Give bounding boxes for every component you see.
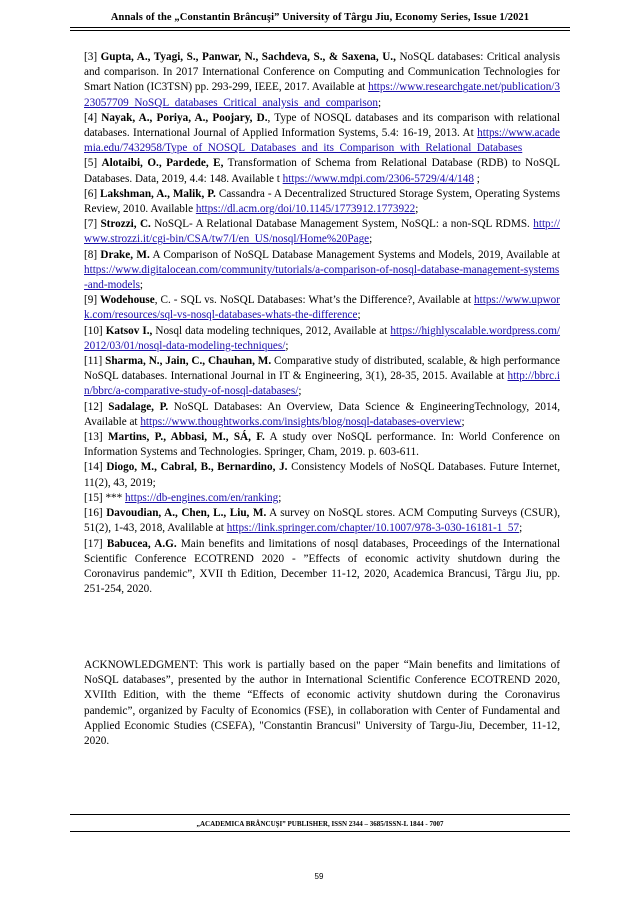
reference-item xyxy=(84,400,560,430)
reference-text: *** xyxy=(105,491,126,504)
reference-number: [11] xyxy=(84,355,103,368)
reference-item xyxy=(84,156,560,186)
reference-suffix: ; xyxy=(461,415,465,428)
reference-authors: Sharma, N., Jain, C., Chauhan, M. xyxy=(105,355,272,368)
reference-authors: Diogo, M., Cabral, B., Bernardino, J. xyxy=(106,461,288,474)
reference-number: [7] xyxy=(84,218,98,231)
reference-link[interactable]: https://www.mdpi.com/2306-5729/4/4/148 xyxy=(282,172,474,185)
reference-suffix: ; xyxy=(285,339,289,352)
reference-link[interactable]: https://highlyscalable.wordpress.com/2012/03/01/nosql-data-modeling-techniques/ xyxy=(84,324,561,352)
reference-number: [17] xyxy=(84,537,103,550)
reference-link[interactable]: https://link.springer.com/chapter/10.1007/978-3-030-16181-1_57 xyxy=(226,522,520,535)
journal-header: Annals of the „Constantin Brâncuşi” University of Târgu Jiu, Economy Series, Issue 1/2021 xyxy=(110,12,530,23)
reference-text: Consistency Models of NoSQL Databases. Future Internet, 11(2), 43, 2019; xyxy=(84,461,561,489)
reference-number: [9] xyxy=(84,294,98,307)
reference-link[interactable]: http://bbrc.in/bbrc/a-comparative-study-of-nosql-databases/ xyxy=(84,370,560,398)
reference-authors: Katsov I., xyxy=(105,324,153,337)
reference-item xyxy=(84,217,560,247)
reference-suffix: ; xyxy=(357,309,361,322)
reference-item xyxy=(84,111,560,157)
reference-text: , C. - SQL vs. NoSQL Databases: What’s the Difference?, Available at xyxy=(154,294,475,307)
reference-suffix: ; xyxy=(139,279,144,292)
reference-text: NoSQL databases: Critical analysis and comparison. In 2017 International Conference on Computing and Communication Technologies for Smart Nation (IC3TSN) pp. 293-299, IEEE, 2017. Available at xyxy=(84,51,561,94)
reference-link[interactable]: https://www.upwork.com/resources/sql-vs-nosql-databases-whats-the-difference xyxy=(84,294,560,322)
reference-link[interactable]: https://www.academia.edu/7432958/Type_of_NOSQL_Databases_and_its_Comparison_with_Relational_Databases xyxy=(84,127,560,155)
reference-suffix: ; xyxy=(473,172,480,185)
reference-number: [13] xyxy=(84,431,103,444)
reference-link[interactable]: https://www.digitalocean.com/community/tutorials/a-comparison-of-nosql-database-management-systems-and-models xyxy=(84,263,560,292)
reference-link[interactable]: https://db-engines.com/en/ranking xyxy=(125,491,279,504)
reference-authors: Alotaibi, O., Pardede, E, xyxy=(101,157,224,170)
publisher-footer: „ACADEMICA BRÂNCUŞI” PUBLISHER, ISSN 2344 – 3685/ISSN-L 1844 - 7007 xyxy=(196,820,444,828)
reference-item xyxy=(84,293,560,323)
reference-text: A survey on NoSQL stores. ACM Computing Surveys (CSUR), 51(2), 1-43, 2018, Avalilable at xyxy=(84,507,561,535)
header-rule-top xyxy=(70,27,570,28)
page-number: 59 xyxy=(314,872,324,881)
reference-link[interactable]: https://dl.acm.org/doi/10.1145/1773912.1773922 xyxy=(195,203,416,216)
reference-text: Main benefits and limitations of nosql databases, Proceedings of the International Scientific Conference ECOTREND 2020 - ”Effects of economic activity shutdown during the Coronavirus pandemic”, XVII th Edition, December 11-12, 2020, Academica Brancusi, Târgu Jiu, pp. 251-254, 2020. xyxy=(84,537,561,596)
references-list xyxy=(84,50,560,597)
reference-authors: Lakshman, A., Malik, P. xyxy=(100,187,216,200)
footer-rule-bottom xyxy=(70,831,570,832)
reference-number: [5] xyxy=(84,157,98,170)
reference-authors: Martins, P., Abbasi, M., SÁ, F. xyxy=(107,431,265,444)
reference-item xyxy=(84,506,560,536)
reference-authors: Nayak, A., Poriya, A., Poojary, D. xyxy=(101,111,268,124)
reference-text: Nosql data modeling techniques, 2012, Available at xyxy=(152,324,391,337)
reference-number: [6] xyxy=(84,187,98,200)
reference-authors: Babucea, A.G. xyxy=(106,537,177,550)
reference-item xyxy=(84,491,560,506)
reference-number: [3] xyxy=(84,51,98,63)
acknowledgment: ACKNOWLEDGMENT: This work is partially based on the paper “Main benefits and limitations of NoSQL databases”, presented by the author in International Scientific Conference ECOTREND 2020, XVIIth Edition, with the theme “Effects of economic activity shutdown during the Coronavirus pandemic”, organized by Faculty of Economics (FSE), in collaboration with Center of Fundamental and Applied Economic Studies (CSEFA), "Constantin Brancusi" University of Targu-Jiu, December, 11-12, 2020. xyxy=(84,659,560,748)
reference-number: [4] xyxy=(84,111,98,124)
reference-authors: Davoudian, A., Chen, L., Liu, M. xyxy=(106,507,267,520)
reference-text: Cassandra - A Decentralized Structured Storage System, Operating Systems Review, 2010. Available xyxy=(84,187,560,216)
reference-authors: Wodehouse xyxy=(100,294,155,307)
reference-link[interactable]: https://www.thoughtworks.com/insights/blog/nosql-databases-overview xyxy=(140,415,462,428)
reference-item xyxy=(84,187,560,217)
reference-text: , Type of NOSQL databases and its comparison with relational databases. International Journal of Applied Information Systems, 5.4: 16-19, 2013. At xyxy=(84,111,561,140)
reference-text: A Comparison of NoSQL Database Management Systems and Models, 2019, Available at xyxy=(149,248,560,261)
reference-suffix: ; xyxy=(278,491,282,504)
reference-text: Transformation of Schema from Relational Database (RDB) to NoSQL Databases. Data, 2019, 4.4: 148. Available t xyxy=(84,157,560,185)
reference-item xyxy=(84,248,560,294)
header-rule-bottom xyxy=(70,30,570,31)
reference-authors: Strozzi, C. xyxy=(100,218,151,231)
reference-number: [15] xyxy=(84,491,103,504)
reference-authors: Gupta, A., Tyagi, S., Panwar, N., Sachdeva, S., & Saxena, U., xyxy=(100,51,396,63)
reference-text: Comparative study of distributed, scalable, & high performance NoSQL databases. International Journal in IT & Engineering, 3(1), 28-35, 2015. Available at xyxy=(84,355,561,383)
reference-text: NoSQL- A Relational Database Management System, NoSQL: a non-SQL RDMS. xyxy=(150,218,534,231)
reference-item xyxy=(84,537,560,598)
reference-suffix: ; xyxy=(415,203,419,216)
reference-suffix: ; xyxy=(298,385,302,398)
reference-suffix: ; xyxy=(377,96,382,109)
reference-number: [12] xyxy=(84,400,103,413)
reference-item xyxy=(84,50,560,111)
reference-number: [8] xyxy=(84,248,98,261)
reference-number: [14] xyxy=(84,461,103,474)
reference-number: [16] xyxy=(84,507,103,520)
reference-text: NoSQL Databases: An Overview, Data Science & EngineeringTechnology, 2014, Available at xyxy=(84,400,561,428)
reference-authors: Drake, M. xyxy=(100,248,150,261)
reference-item xyxy=(84,354,560,400)
reference-number: [10] xyxy=(84,324,103,337)
reference-authors: Sadalage, P. xyxy=(108,400,169,413)
footer-rule-top xyxy=(70,814,570,815)
reference-suffix: ; xyxy=(519,522,523,535)
reference-item xyxy=(84,460,560,490)
reference-link[interactable]: http://www.strozzi.it/cgi-bin/CSA/tw7/I/en_US/nosql/Home%20Page xyxy=(84,218,560,246)
reference-item xyxy=(84,430,560,460)
reference-link[interactable]: https://www.researchgate.net/publication/323057709_NoSQL_databases_Critical_analysis_and_comparison xyxy=(84,81,560,109)
reference-item xyxy=(84,324,560,354)
reference-suffix: ; xyxy=(369,233,373,246)
reference-text: A study over NoSQL performance. In: World Conference on Information Systems and Technologies. Springer, Cham, 2019. p. 603-611. xyxy=(84,431,560,459)
